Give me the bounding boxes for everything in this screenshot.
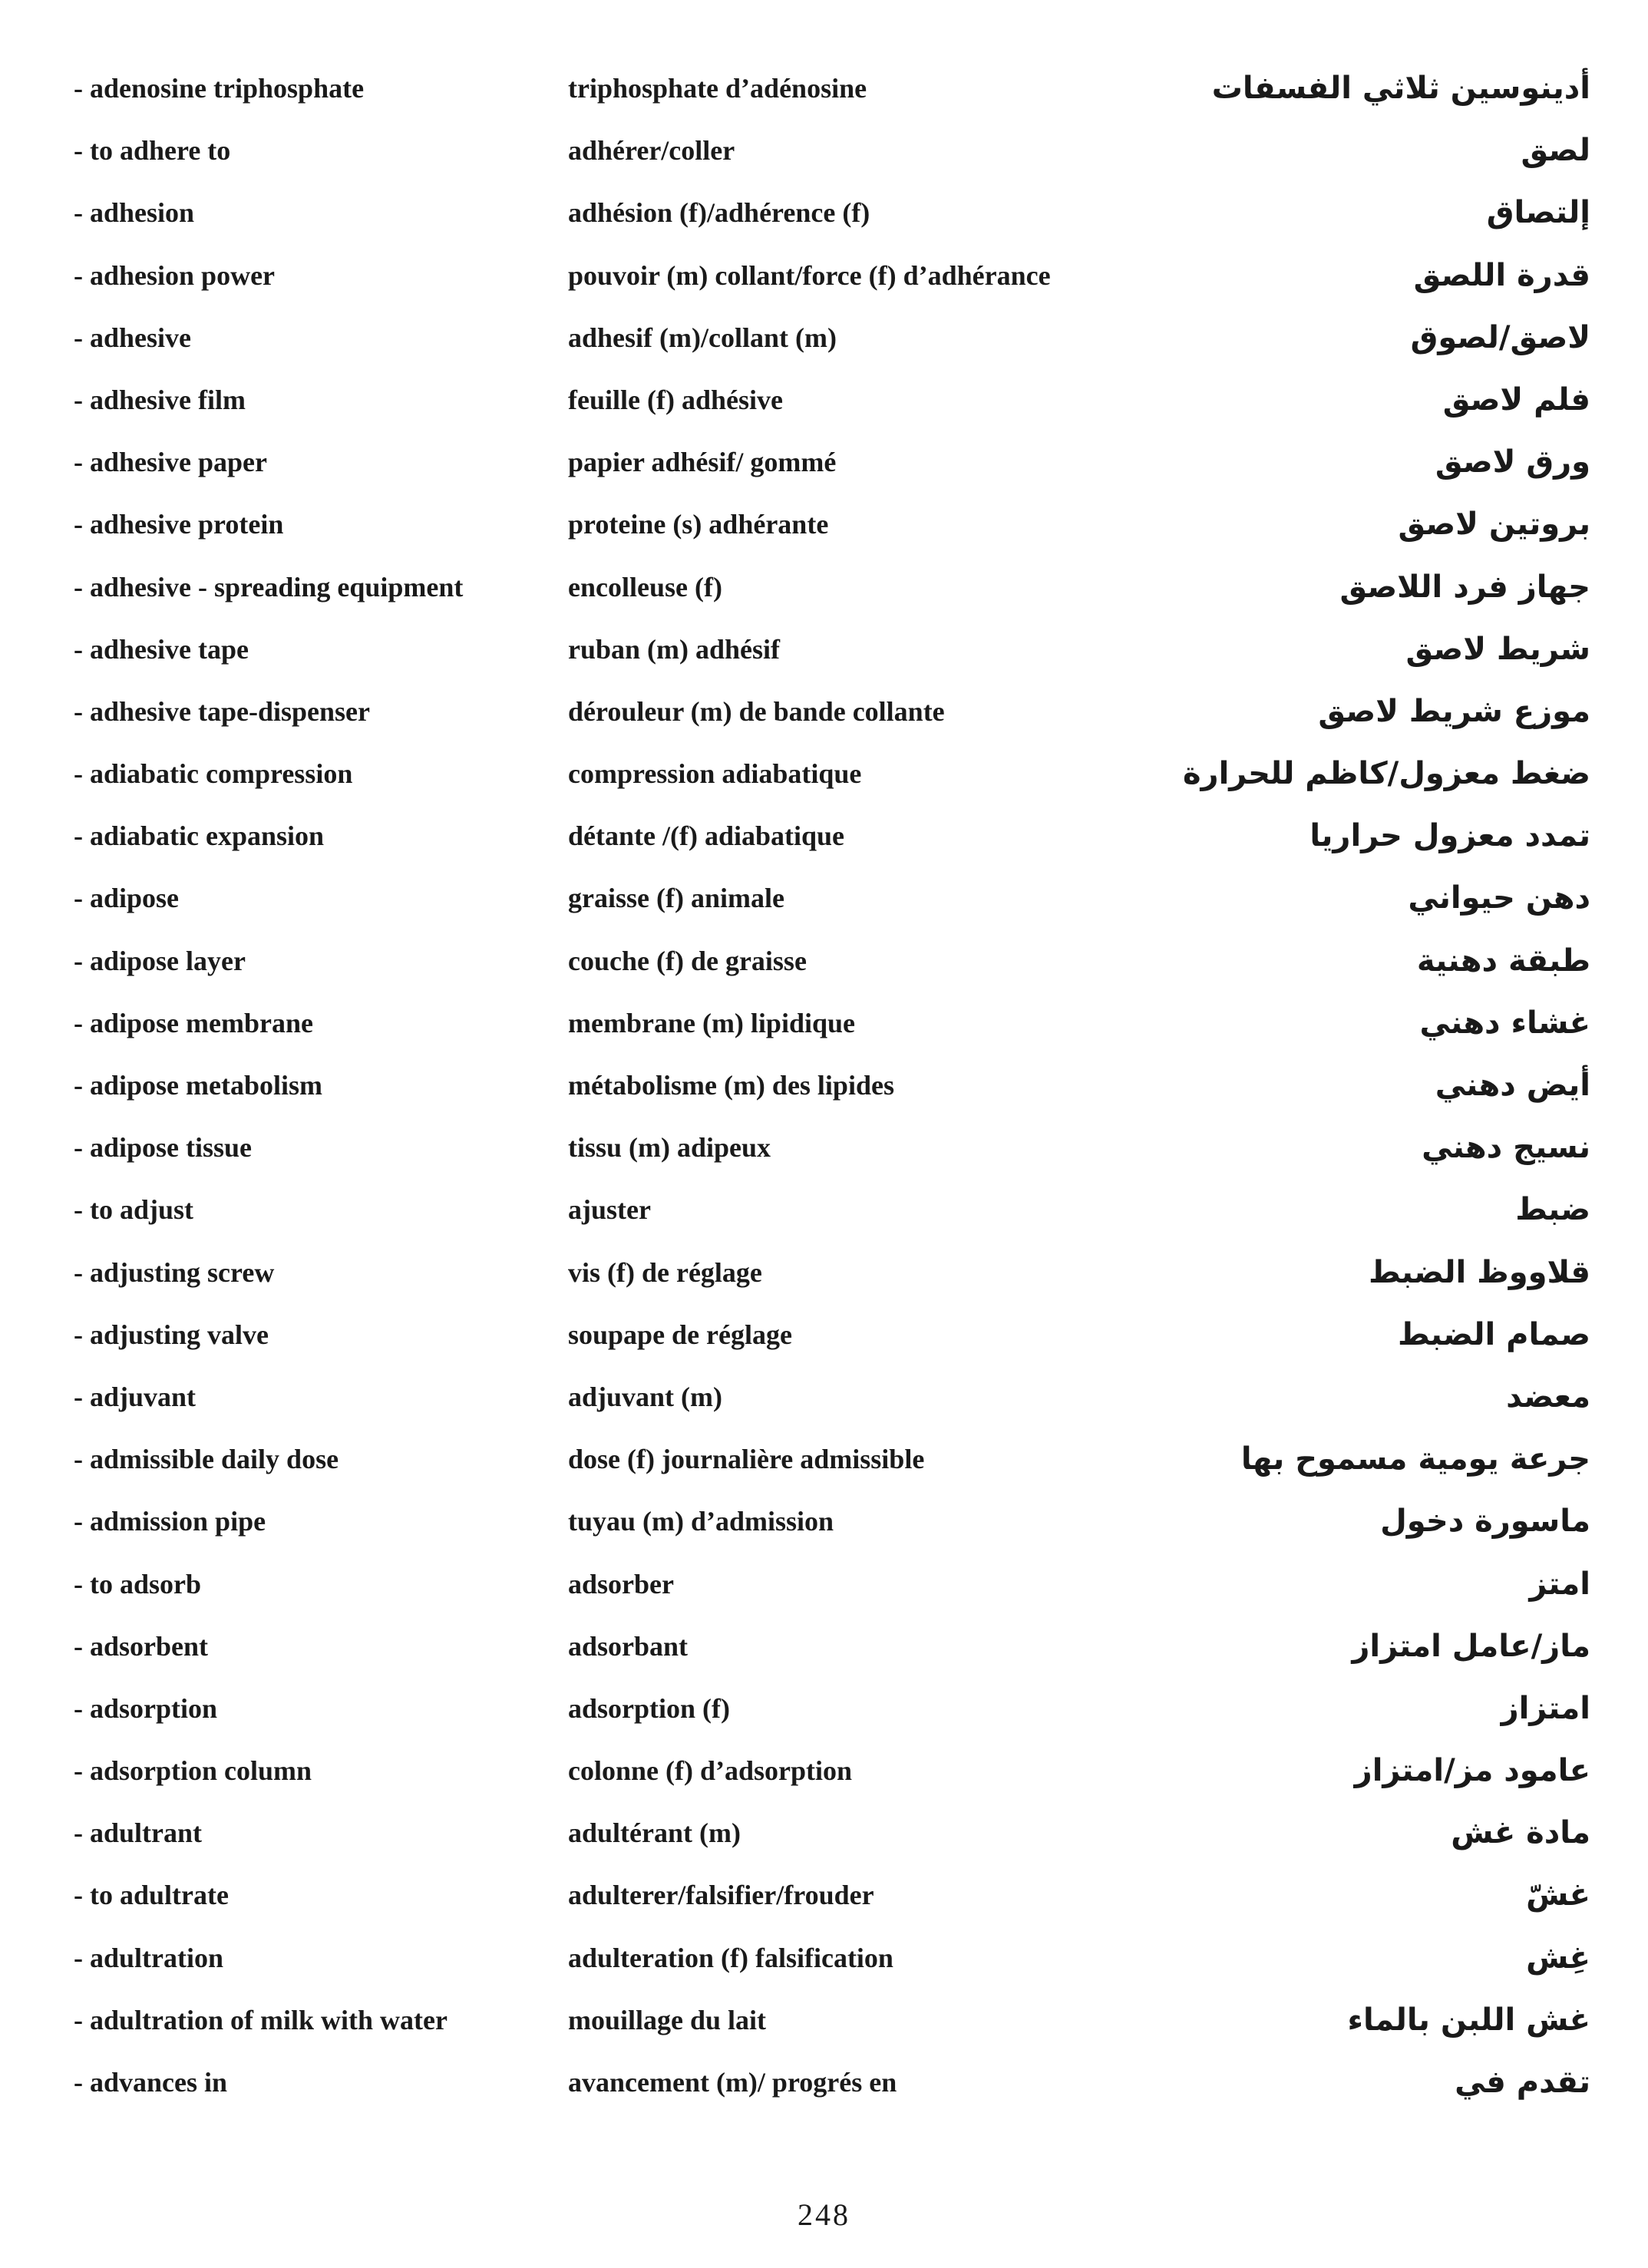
english-term: - to adsorb bbox=[74, 1568, 202, 1599]
glossary-entry bbox=[0, 1370, 1648, 1432]
english-term: - adhesion bbox=[74, 197, 195, 229]
glossary-entry bbox=[0, 186, 1648, 248]
arabic-term: شريط لاصق bbox=[1405, 631, 1590, 667]
arabic-term: دهن حيواني bbox=[1408, 880, 1590, 916]
english-term: - adultration of milk with water bbox=[74, 2004, 448, 2035]
glossary-entry bbox=[0, 1058, 1648, 1121]
english-term: - adipose layer bbox=[74, 945, 246, 976]
french-term: détante /(f) adiabatique bbox=[568, 820, 844, 852]
french-term: dose (f) journalière admissible bbox=[568, 1444, 925, 1475]
english-term: - admission pipe bbox=[74, 1506, 266, 1537]
glossary-entry bbox=[0, 1993, 1648, 2055]
arabic-term: ماسورة دخول bbox=[1380, 1504, 1590, 1540]
arabic-term: تقدم في bbox=[1455, 2065, 1590, 2100]
glossary-entry bbox=[0, 1557, 1648, 1619]
arabic-term: غشاء دهني bbox=[1419, 1005, 1590, 1041]
french-term: avancement (m)/ progrés en bbox=[568, 2067, 897, 2098]
french-term: tissu (m) adipeux bbox=[568, 1132, 771, 1164]
french-term: couche (f) de graisse bbox=[568, 945, 807, 976]
glossary-entry bbox=[0, 1931, 1648, 1993]
glossary-entry bbox=[0, 1432, 1648, 1494]
french-term: soupape de réglage bbox=[568, 1319, 792, 1350]
arabic-term: بروتين لاصق bbox=[1398, 507, 1590, 543]
english-term: - adjusting valve bbox=[74, 1319, 269, 1350]
english-term: - adipose tissue bbox=[74, 1132, 253, 1164]
arabic-term: إلتصاق bbox=[1486, 195, 1590, 231]
english-term: - adipose membrane bbox=[74, 1007, 313, 1038]
english-term: - adhesive tape bbox=[74, 633, 249, 665]
english-term: - adhesive film bbox=[74, 384, 246, 415]
arabic-term: موزع شريط لاصق bbox=[1318, 693, 1590, 729]
english-term: - adhesive bbox=[74, 322, 191, 353]
english-term: - adiabatic compression bbox=[74, 758, 353, 790]
arabic-term: نسيج دهني bbox=[1422, 1130, 1590, 1166]
french-term: adulterer/falsifier/frouder bbox=[568, 1880, 874, 1911]
english-term: - adipose metabolism bbox=[74, 1070, 322, 1101]
arabic-term: غِش bbox=[1526, 1940, 1590, 1976]
french-term: graisse (f) animale bbox=[568, 883, 784, 914]
arabic-term: صمام الضبط bbox=[1397, 1316, 1590, 1352]
english-term: - to adultrate bbox=[74, 1880, 229, 1911]
french-term: adsorber bbox=[568, 1568, 674, 1599]
glossary-entry bbox=[0, 2055, 1648, 2118]
glossary-entry bbox=[0, 497, 1648, 560]
page-number: 248 bbox=[798, 2197, 850, 2232]
english-term: - to adjust bbox=[74, 1194, 194, 1226]
arabic-term: لصق bbox=[1521, 133, 1590, 169]
french-term: proteine (s) adhérante bbox=[568, 509, 829, 540]
glossary-entry bbox=[0, 249, 1648, 311]
arabic-term: عامود مز/امتزاز bbox=[1354, 1753, 1590, 1789]
english-term: - adhesive tape-dispenser bbox=[74, 695, 370, 727]
glossary-entry bbox=[0, 1619, 1648, 1682]
arabic-term: غشّ bbox=[1526, 1877, 1590, 1913]
arabic-term: فلم لاصق bbox=[1442, 381, 1590, 418]
glossary-entry bbox=[0, 934, 1648, 996]
glossary-entry bbox=[0, 311, 1648, 373]
english-term: - admissible daily dose bbox=[74, 1444, 339, 1475]
english-term: - to adhere to bbox=[74, 135, 231, 167]
arabic-term: قدرة اللصق bbox=[1413, 257, 1590, 293]
french-term: tuyau (m) d’admission bbox=[568, 1506, 834, 1537]
glossary-entry bbox=[0, 1682, 1648, 1744]
glossary-entry bbox=[0, 809, 1648, 871]
arabic-term: قلاووظ الضبط bbox=[1368, 1254, 1590, 1290]
arabic-term: امتز bbox=[1529, 1566, 1590, 1602]
glossary-entry bbox=[0, 1183, 1648, 1245]
english-term: - adultrant bbox=[74, 1817, 203, 1849]
english-term: - adhesive protein bbox=[74, 509, 284, 540]
arabic-term: ضغط معزول/كاظم للحرارة bbox=[1182, 756, 1590, 792]
english-term: - adenosine triphosphate bbox=[74, 73, 365, 104]
french-term: pouvoir (m) collant/force (f) d’adhérance bbox=[568, 259, 1051, 291]
english-term: - adhesive paper bbox=[74, 447, 267, 478]
glossary-entry bbox=[0, 61, 1648, 124]
french-term: adhésion (f)/adhérence (f) bbox=[568, 197, 870, 229]
english-term: - adultration bbox=[74, 1942, 224, 1973]
french-term: feuille (f) adhésive bbox=[568, 384, 783, 415]
arabic-term: غش اللبن بالماء bbox=[1347, 2002, 1590, 2038]
glossary-list bbox=[0, 61, 1648, 2118]
english-term: - adsorption bbox=[74, 1692, 218, 1724]
arabic-term: ورق لاصق bbox=[1435, 444, 1590, 480]
glossary-entry bbox=[0, 622, 1648, 685]
french-term: compression adiabatique bbox=[568, 758, 862, 790]
french-term: adjuvant (m) bbox=[568, 1381, 723, 1412]
glossary-entry bbox=[0, 1494, 1648, 1557]
arabic-term: امتزاز bbox=[1501, 1690, 1590, 1726]
glossary-entry bbox=[0, 1868, 1648, 1930]
french-term: papier adhésif/ gommé bbox=[568, 447, 837, 478]
english-term: - adjuvant bbox=[74, 1381, 197, 1412]
french-term: vis (f) de réglage bbox=[568, 1256, 762, 1288]
french-term: colonne (f) d’adsorption bbox=[568, 1755, 853, 1787]
arabic-term: ضبط bbox=[1515, 1192, 1590, 1228]
french-term: adsorption (f) bbox=[568, 1692, 731, 1724]
glossary-entry bbox=[0, 1246, 1648, 1308]
english-term: - adipose bbox=[74, 883, 180, 914]
french-term: mouillage du lait bbox=[568, 2004, 767, 2035]
french-term: ajuster bbox=[568, 1194, 651, 1226]
arabic-term: معضد bbox=[1506, 1378, 1590, 1415]
english-term: - adjusting screw bbox=[74, 1256, 275, 1288]
glossary-entry bbox=[0, 685, 1648, 747]
arabic-term: طبقة دهنية bbox=[1416, 943, 1590, 979]
glossary-entry bbox=[0, 373, 1648, 435]
english-term: - adsorption column bbox=[74, 1755, 312, 1787]
french-term: adultérant (m) bbox=[568, 1817, 741, 1849]
arabic-term: لاصق/لصوق bbox=[1410, 319, 1590, 355]
arabic-term: أدينوسين ثلاثي الفسفات bbox=[1211, 71, 1590, 106]
glossary-entry bbox=[0, 1121, 1648, 1183]
english-term: - adiabatic expansion bbox=[74, 820, 325, 852]
glossary-entry bbox=[0, 1744, 1648, 1806]
english-term: - adhesive - spreading equipment bbox=[74, 571, 464, 602]
french-term: encolleuse (f) bbox=[568, 571, 722, 602]
french-term: ruban (m) adhésif bbox=[568, 633, 781, 665]
arabic-term: أيض دهني bbox=[1435, 1068, 1590, 1103]
french-term: adhesif (m)/collant (m) bbox=[568, 322, 837, 353]
arabic-term: تمدد معزول حراريا bbox=[1309, 818, 1590, 854]
glossary-entry bbox=[0, 435, 1648, 497]
english-term: - advances in bbox=[74, 2067, 228, 2098]
english-term: - adhesion power bbox=[74, 259, 276, 291]
glossary-entry bbox=[0, 871, 1648, 933]
french-term: adsorbant bbox=[568, 1630, 689, 1662]
french-term: adulteration (f) falsification bbox=[568, 1942, 893, 1973]
glossary-entry bbox=[0, 560, 1648, 622]
glossary-entry bbox=[0, 1308, 1648, 1370]
arabic-term: ماز/عامل امتزاز bbox=[1352, 1628, 1590, 1664]
french-term: adhérer/coller bbox=[568, 135, 735, 167]
glossary-entry bbox=[0, 996, 1648, 1058]
french-term: dérouleur (m) de bande collante bbox=[568, 695, 945, 727]
arabic-term: مادة غش bbox=[1451, 1815, 1590, 1851]
arabic-term: جهاز فرد اللاصق bbox=[1339, 569, 1590, 605]
english-term: - adsorbent bbox=[74, 1630, 209, 1662]
french-term: membrane (m) lipidique bbox=[568, 1007, 855, 1038]
french-term: triphosphate d’adénosine bbox=[568, 73, 867, 104]
glossary-entry bbox=[0, 1806, 1648, 1868]
french-term: métabolisme (m) des lipides bbox=[568, 1070, 894, 1101]
glossary-entry bbox=[0, 124, 1648, 186]
arabic-term: جرعة يومية مسموح بها bbox=[1240, 1441, 1590, 1477]
glossary-entry bbox=[0, 747, 1648, 809]
